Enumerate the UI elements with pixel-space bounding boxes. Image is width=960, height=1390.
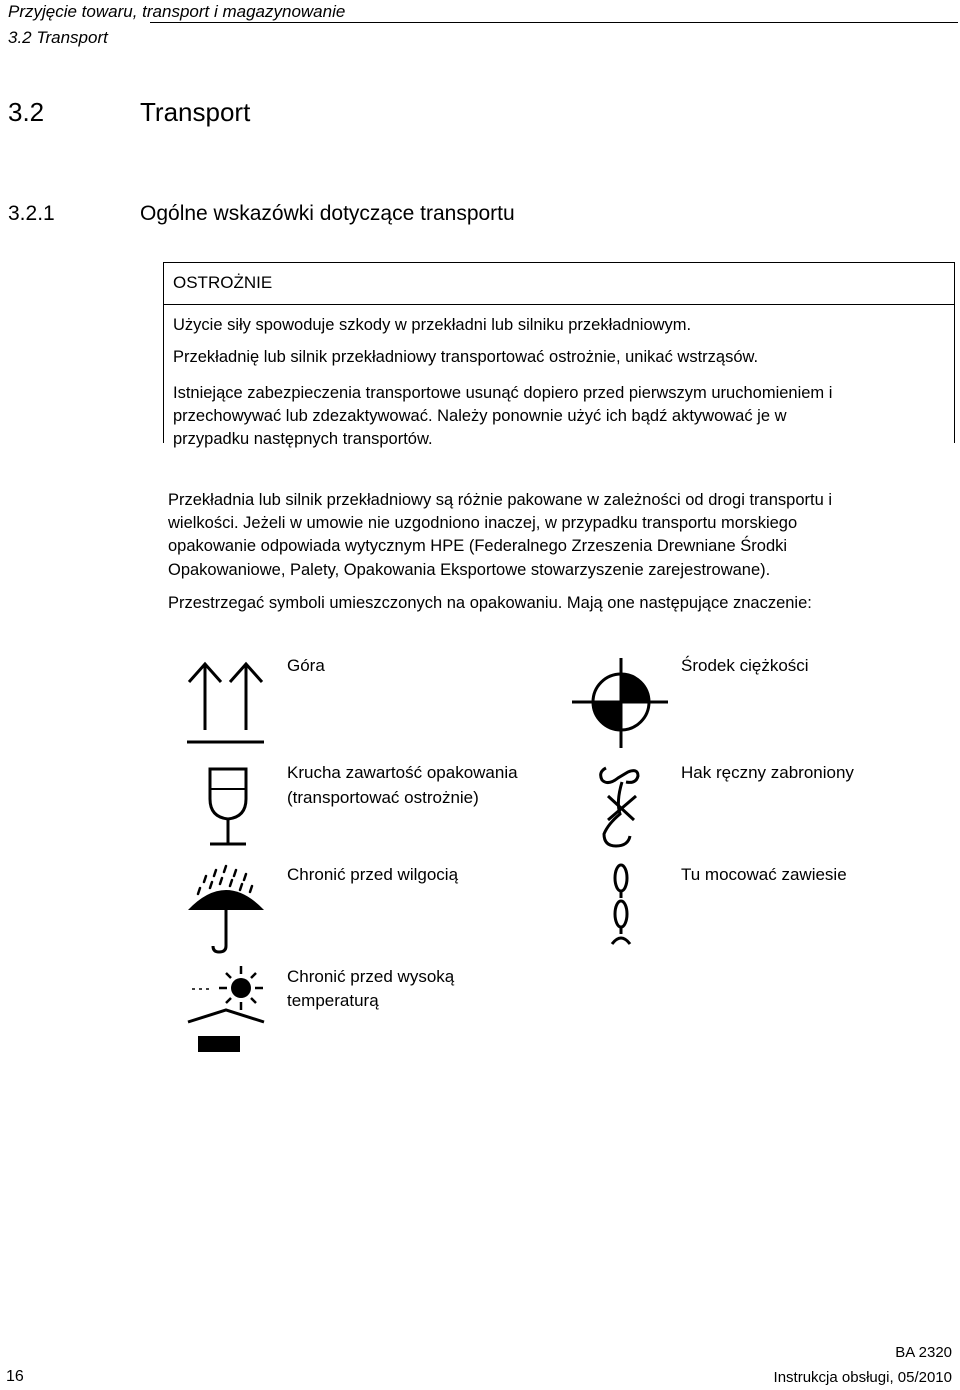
- caution-title-rule: [163, 304, 955, 305]
- symbol-label-moisture: Chronić przed wilgocią: [287, 865, 459, 884]
- subsection-number: 3.2.1: [8, 202, 55, 225]
- page-number: 16: [6, 1368, 24, 1385]
- caution-line: przechowywać lub zdezaktywować. Należy ponownie użyć ich bądź aktywować je w: [173, 407, 787, 425]
- document-title: Instrukcja obsługi, 05/2010: [773, 1369, 952, 1386]
- symbol-label-no-hook: Hak ręczny zabroniony: [681, 763, 854, 782]
- caution-line: Użycie siły spowoduje szkody w przekładni lub silniku przekładniowym.: [173, 316, 692, 334]
- document-code: BA 2320: [895, 1344, 952, 1361]
- fragile-glass-icon: [190, 765, 270, 847]
- symbol-label-up: Góra: [287, 656, 325, 675]
- no-hand-hook-icon: [594, 762, 654, 850]
- body-line: opakowanie odpowiada wytycznym HPE (Federalnego Zrzeszenia Drewniane Środki: [168, 537, 788, 555]
- symbol-label-fragile-2: (transportować ostrożnie): [287, 788, 479, 807]
- subsection-title: Ogólne wskazówki dotyczące transportu: [140, 202, 515, 225]
- sun-heat-icon: [186, 964, 266, 1056]
- body-line: wielkości. Jeżeli w umowie nie uzgodniono inaczej, w przypadku transportu morskiego: [168, 514, 798, 532]
- section-title: Transport: [140, 97, 251, 127]
- symbol-label-sling: Tu mocować zawiesie: [681, 865, 847, 884]
- running-header-section: 3.2 Transport: [8, 28, 108, 47]
- center-of-gravity-icon: [570, 656, 670, 750]
- symbol-label-center-of-gravity: Środek ciężkości: [681, 656, 809, 675]
- chain-sling-icon: [608, 862, 634, 948]
- caution-line: przypadku następnych transportów.: [173, 430, 433, 448]
- section-number: 3.2: [8, 97, 45, 127]
- body-line: Przestrzegać symboli umieszczonych na opakowaniu. Mają one następujące znaczenie:: [168, 594, 812, 612]
- body-line: Opakowaniowe, Palety, Opakowania Eksportowe stowarzyszenie zarejestrowane).: [168, 561, 771, 579]
- caution-title: OSTROŻNIE: [173, 273, 273, 292]
- symbol-label-fragile-1: Krucha zawartość opakowania: [287, 763, 518, 782]
- running-header-chapter: Przyjęcie towaru, transport i magazynowanie: [8, 2, 346, 21]
- umbrella-rain-icon: [186, 862, 266, 954]
- header-rule: [150, 22, 958, 23]
- symbol-label-heat-1: Chronić przed wysoką: [287, 967, 455, 986]
- symbol-label-heat-2: temperaturą: [287, 991, 379, 1010]
- caution-line: Przekładnię lub silnik przekładniowy transportować ostrożnie, unikać wstrząsów.: [173, 348, 759, 366]
- this-way-up-icon: [186, 660, 266, 745]
- caution-line: Istniejące zabezpieczenia transportowe usunąć dopiero przed pierwszym uruchomieniem i: [173, 384, 833, 402]
- body-line: Przekładnia lub silnik przekładniowy są różnie pakowane w zależności od drogi transportu i: [168, 491, 833, 509]
